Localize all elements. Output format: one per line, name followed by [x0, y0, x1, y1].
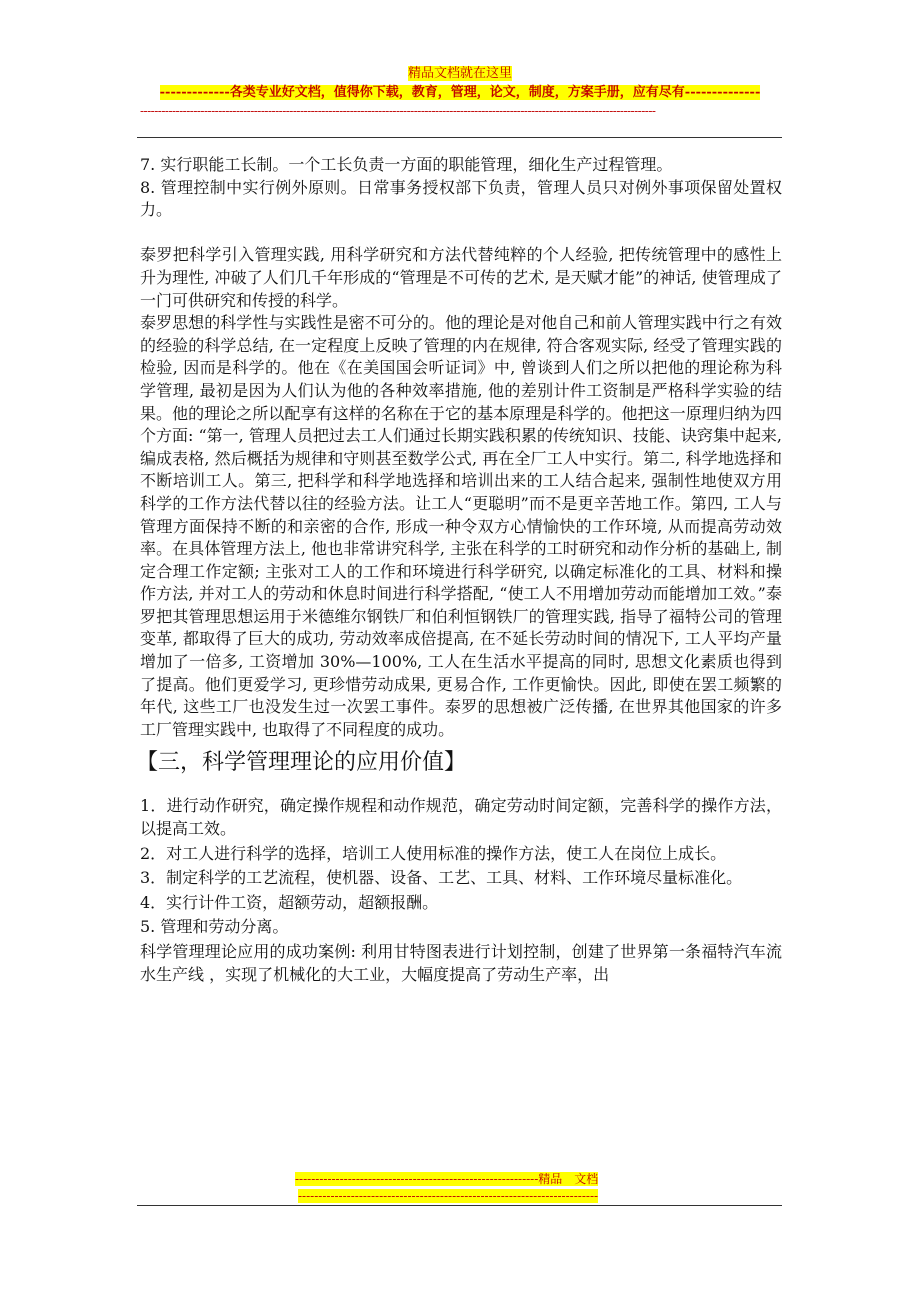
list-item: 5. 管理和劳动分离。 [140, 917, 289, 937]
document-body [136, 154, 782, 986]
header-divider [137, 137, 782, 138]
footer-line-1: ------------------------------------------------------------精品 文档 [295, 1172, 599, 1186]
principle-item-7: 7. 实行职能工长制。一个工长负责一方面的职能管理，细化生产过程管理。 [140, 155, 673, 174]
paragraph-success-case: 科学管理理论应用的成功案例: 利用甘特图表进行计划控制，创建了世界第一条福特汽车流水生产线 ，实现了机械化的大工业，大幅度提高了劳动生产率，出 [140, 942, 782, 984]
header-title: 精品文档就在这里 [407, 66, 512, 81]
paragraph-taylor-intro: 泰罗把科学引入管理实践, 用科学研究和方法代替纯粹的个人经验, 把传统管理中的感性上升为理性, 冲破了人们几千年形成的“管理是不可传的艺术, 是天赋才能”的神话, 使管理成了一门可供研究和传授的科学。 [140, 245, 782, 310]
application-list [140, 795, 782, 939]
paragraph-taylor-science: 泰罗思想的科学性与实践性是密不可分的。他的理论是对他自己和前人管理实践中行之有效的经验的科学总结, 在一定程度上反映了管理的内在规律, 符合客观实际, 经受了管理实践的检验, 因而是科学的。他在《在美国国会听证词》中, 曾谈到人们之所以把他的理论称为科学管理, 最初是因为人们认为他的各种效率措施, 他的差别计件工资制是严格科学实验的结果。他的理论之所以配享有这样的名称在于它的基本原理是科学的。他把这一原理归纳为四个方面: “第一, 管理人员把过去工人们通过长期实践积累的传统知识、技能、诀窍集中起来, 编成表格, 然后概括为规律和守则甚至数学公式, 再在全厂工人中实行。第二, 科学地选择和不断培训工人。第三, 把科学和科学地选择和培训出来的工人结合起来, 强制性地使双方用科学的工作方法代替以往的经验方法。让工人“更聪明”而不是更辛苦地工作。第四, 工人与管理方面保持不断的和亲密的合作, 形成一种令双方心情愉快的工作环境, 从而提高劳动效率。在具体管理方法上, 他也非常讲究科学, 主张在科学的工时研究和动作分析的基础上, 制定合理工作定额; 主张对工人的工作和环境进行科学研究, 以确定标准化的工具、材料和操作方法, 并对工人的劳动和休息时间进行科学搭配, “使工人不用增加劳动而能增加工效。”泰罗把其管理思想运用于米德维尔钢铁厂和伯利恒钢铁厂的管理实践, 指导了福特公司的管理变革, 都取得了巨大的成功, 劳动效率成倍提高, 在不延长劳动时间的情况下, 工人平均产量增加了一倍多, 工资增加 30%—100%, 工人在生活水平提高的同时, 思想文化素质也得到了提高。他们更爱学习, 更珍惜劳动成果, 更易合作, 工作更愉快。因此, 即使在罢工频繁的年代, 这些工厂也没发生过一次罢工事件。泰罗的思想被广泛传播, 在世界其他国家的许多工厂管理实践中, 也取得了不同程度的成功。 [140, 313, 782, 739]
list-item: 1．进行动作研究，确定操作规程和动作规范，确定劳动时间定额，完善科学的操作方法，以提高工效。 [140, 796, 782, 839]
list-item: 4．实行计件工资，超额劳动，超额报酬。 [140, 892, 439, 912]
principle-item-8: 8. 管理控制中实行例外原则。日常事务授权部下负责，管理人员只对例外事项保留处置权力。 [140, 177, 782, 220]
footer-divider [137, 1205, 782, 1206]
list-item: 2．对工人进行科学的选择，培训工人使用标准的操作方法，使工人在岗位上成长。 [140, 843, 727, 863]
header-subtitle: -------------各类专业好文档，值得你下载，教育，管理，论文，制度，方案手册，应有尽有-------------- [159, 85, 761, 100]
blank-line [140, 222, 782, 245]
section-heading: 【三，科学管理理论的应用价值】 [136, 750, 467, 776]
footer-line-2: -------------------------------------------------------------------------- [298, 1189, 599, 1203]
header-dash-line: ------------------------------------------------------------------------------------------------------------------------------------------------- [140, 104, 656, 118]
list-item: 3．制定科学的工艺流程，使机器、设备、工艺、工具、材料、工作环境尽量标准化。 [140, 868, 743, 888]
